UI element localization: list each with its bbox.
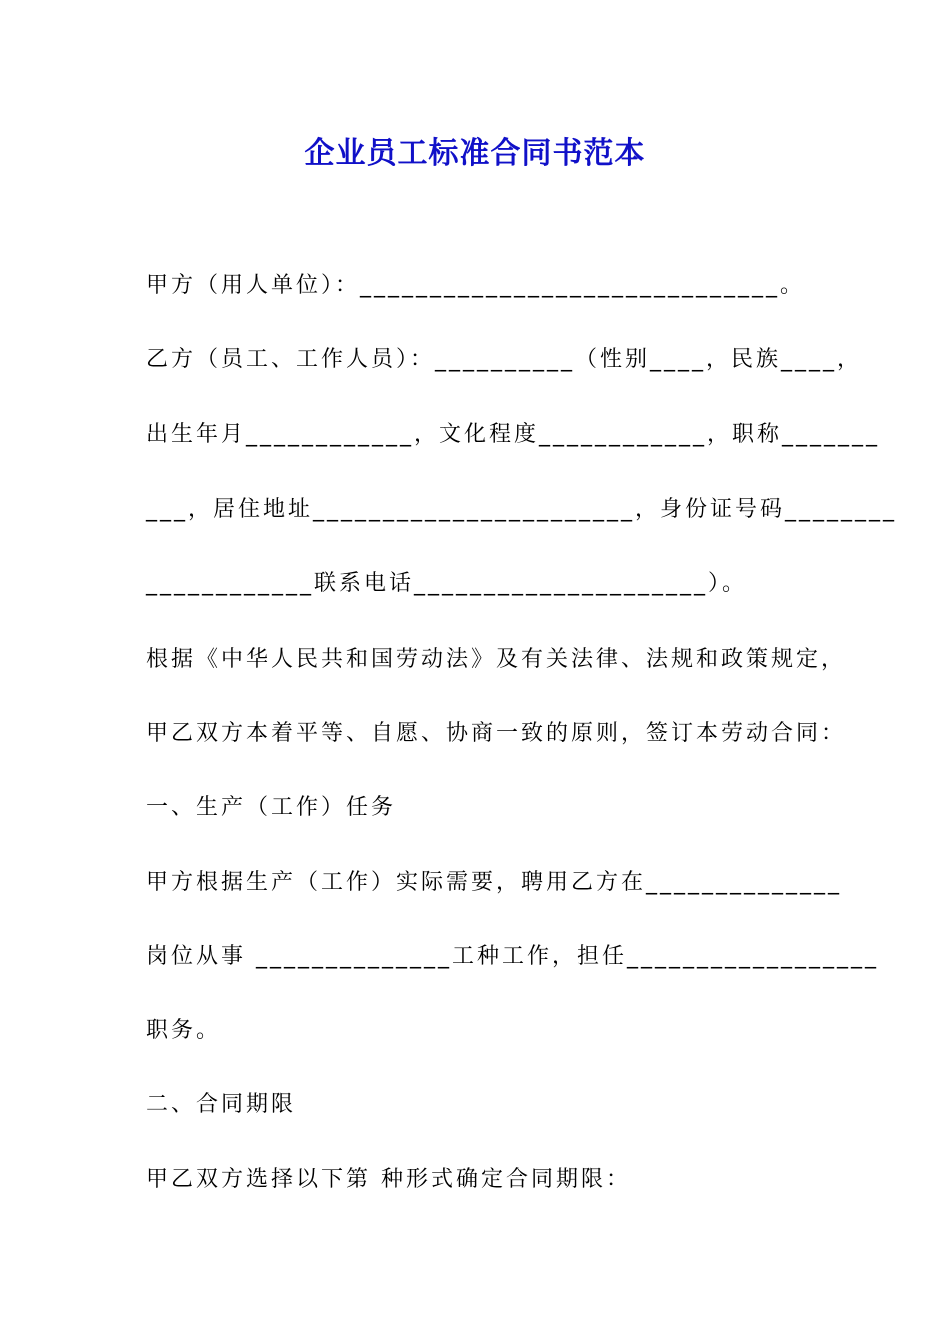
party-b-address-line: ___，居住地址_______________________，身份证号码________ <box>146 497 898 522</box>
party-a-line: 甲方（用人单位）：______________________________。 <box>146 273 806 298</box>
section-2-heading: 二、合同期限 <box>146 1092 297 1117</box>
task-line-2: 岗位从事 ______________工种工作，担任__________________ <box>146 944 879 969</box>
section-1-heading: 一、生产（工作）任务 <box>146 795 397 820</box>
task-line-1: 甲方根据生产（工作）实际需要，聘用乙方在______________ <box>146 870 843 895</box>
party-b-phone-line: ____________联系电话_____________________）。 <box>146 571 748 596</box>
term-line: 甲乙双方选择以下第 种形式确定合同期限： <box>146 1167 631 1192</box>
party-b-line: 乙方（员工、工作人员）：__________（性别____，民族____， <box>146 347 863 372</box>
party-b-birth-line: 出生年月____________，文化程度____________，职称_______ <box>146 422 881 447</box>
task-line-3: 职务。 <box>146 1018 222 1043</box>
principle-line: 甲乙双方本着平等、自愿、协商一致的原则，签订本劳动合同： <box>146 721 847 746</box>
legal-basis-line: 根据《中华人民共和国劳动法》及有关法律、法规和政策规定， <box>146 647 847 672</box>
document-title: 企业员工标准合同书范本 <box>304 136 646 171</box>
